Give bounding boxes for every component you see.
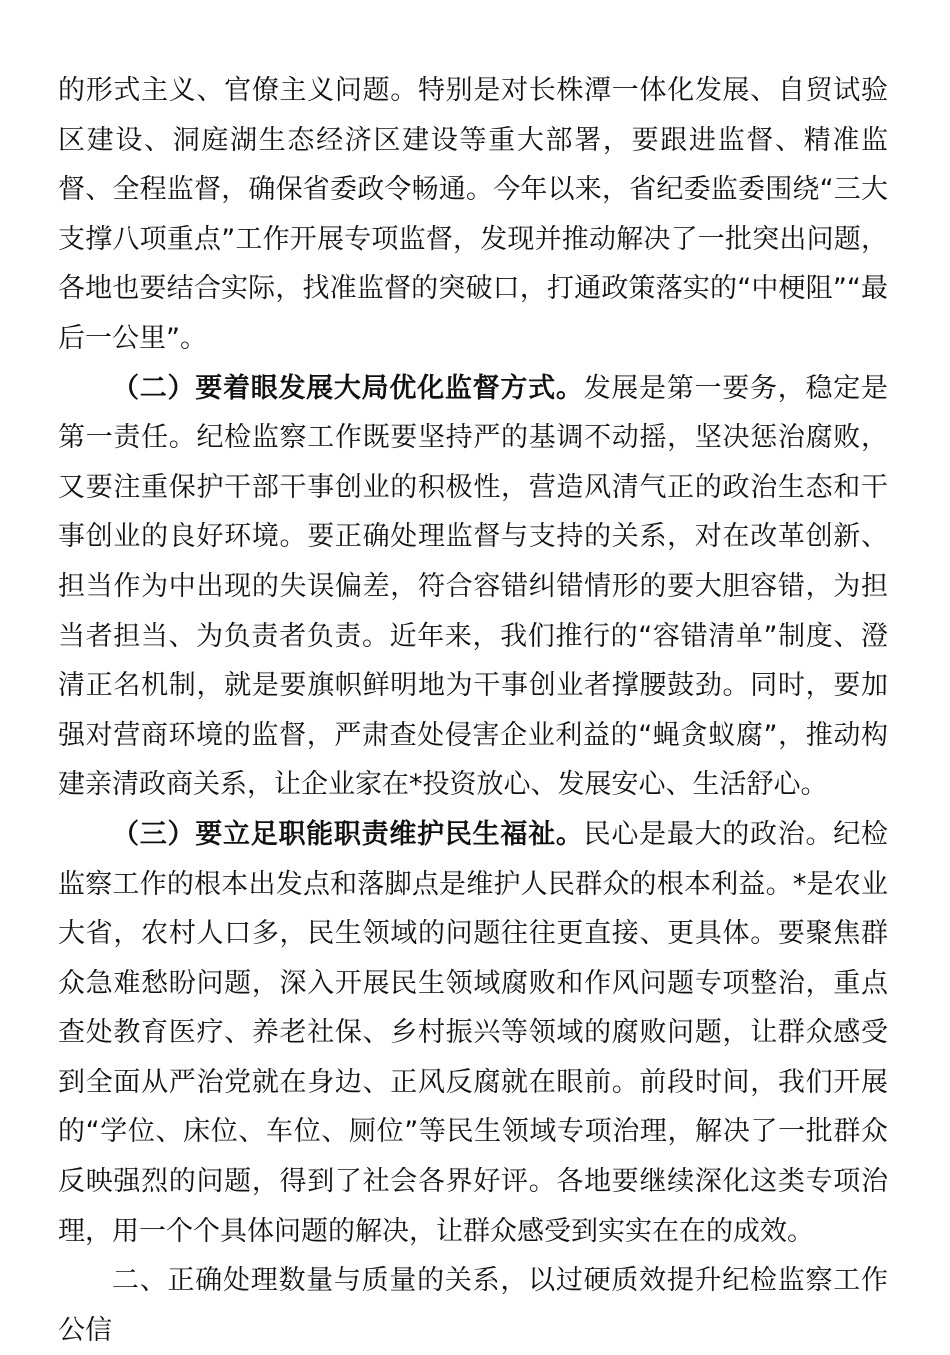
section-heading-3: （三）要立足职能职责维护民生福祉。 xyxy=(112,818,584,850)
paragraph-1 xyxy=(58,66,888,364)
document-page xyxy=(58,66,888,1355)
paragraph-3 xyxy=(58,810,888,1256)
paragraph-2-text: 发展是第一要务，稳定是第一责任。纪检监察工作既要坚持严的基调不动摇，坚决惩治腐败，又要注重保护干部干事创业的积极性，营造风清气正的政治生态和干事创业的良好环境。要正确处理监督与支持的关系，对在改革创新、担当作为中出现的失误偏差，符合容错纠错情形的要大胆容错，为担当者担当、为负责者负责。近年来，我们推行的“容错清单”制度、澄清正名机制，就是要旗帜鲜明地为干事创业者撑腰鼓劲。同时，要加强对营商环境的监督，严肃查处侵害企业利益的“蝇贪蚁腐”，推动构建亲清政商关系，让企业家在*投资放心、发展安心、生活舒心。 xyxy=(58,372,889,801)
section-heading-2: （二）要着眼发展大局优化监督方式。 xyxy=(112,372,584,404)
paragraph-1-text: 的形式主义、官僚主义问题。特别是对长株潭一体化发展、自贸试验区建设、洞庭湖生态经济区建设等重大部署，要跟进监督、精准监督、全程监督，确保省委政令畅通。今年以来，省纪委监委围绕“三大支撑八项重点”工作开展专项监督，发现并推动解决了一批突出问题，各地也要结合实际，找准监督的突破口，打通政策落实的“中梗阻”“最后一公里”。 xyxy=(58,75,888,354)
paragraph-3-text: 民心是最大的政治。纪检监察工作的根本出发点和落脚点是维护人民群众的根本利益。*是农业大省，农村人口多，民生领域的问题往往更直接、更具体。要聚焦群众急难愁盼问题，深入开展民生领域腐败和作风问题专项整治，重点查处教育医疗、养老社保、乡村振兴等领域的腐败问题，让群众感受到全面从严治党就在身边、正风反腐就在眼前。前段时间，我们开展的“学位、床位、车位、厕位”等民生领域专项治理，解决了一批群众反映强烈的问题，得到了社会各界好评。各地要继续深化这类专项治理，用一个个具体问题的解决，让群众感受到实实在在的成效。 xyxy=(58,818,889,1247)
paragraph-4-text: 二、正确处理数量与质量的关系，以过硬质效提升纪检监察工作公信 xyxy=(58,1265,888,1346)
paragraph-4 xyxy=(58,1256,888,1355)
paragraph-2 xyxy=(58,364,888,810)
